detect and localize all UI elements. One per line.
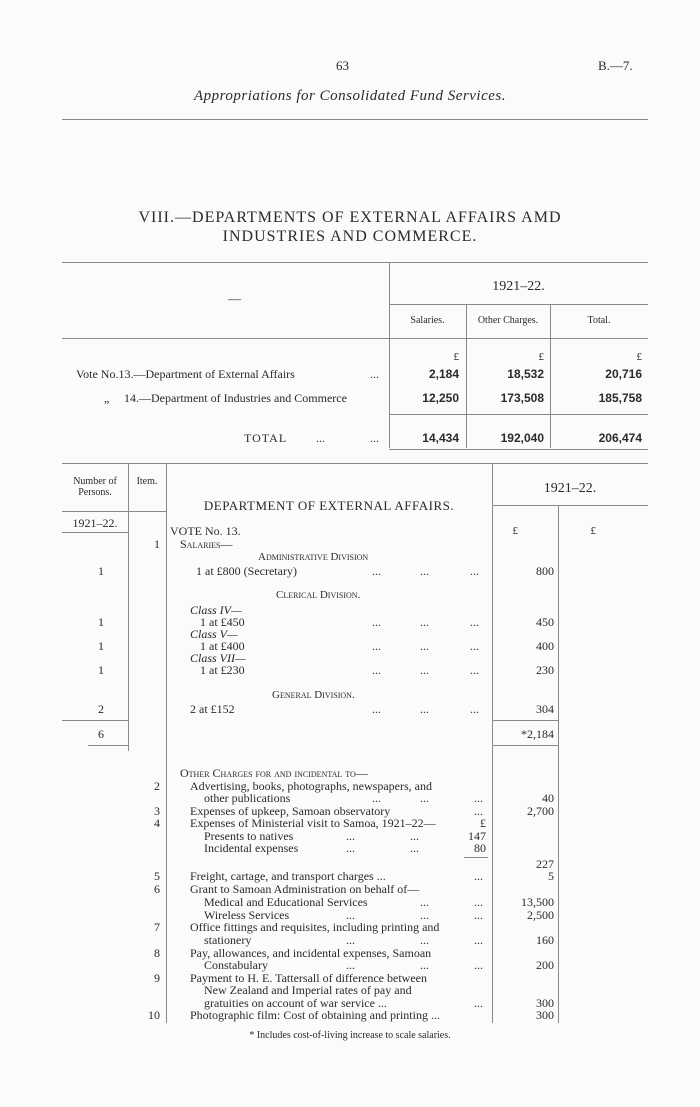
charge-subline: Incidental expenses xyxy=(204,841,299,855)
item-number: 5 xyxy=(154,869,160,883)
charge-line: New Zealand and Imperial rates of pay and xyxy=(204,983,412,997)
other-charges-heading: Other Charges for and incidental to— xyxy=(180,766,368,780)
persons-year: 1921–22. xyxy=(72,516,118,530)
summary-row-salaries: 12,250 xyxy=(422,391,459,405)
total-pound: £ xyxy=(636,351,642,363)
leader-dots: ... xyxy=(346,841,355,855)
leader-dots: ... xyxy=(470,564,479,578)
charge-line: Grant to Samoan Administration on behalf of— xyxy=(190,882,420,896)
charge-subline: Medical and Educational Services xyxy=(204,895,368,909)
pound-col2: £ xyxy=(590,525,596,537)
salary-line: 1 at £230 xyxy=(200,663,245,677)
salary-amount: 304 xyxy=(536,702,554,716)
class-heading: Class V— xyxy=(190,627,238,641)
leader-dots: ... xyxy=(346,908,355,922)
leader-dots: ... xyxy=(420,933,429,947)
salaries-heading: Salaries— xyxy=(180,537,233,551)
total-persons: 6 xyxy=(98,727,104,741)
charge-line: Advertising, books, photographs, newspapers, and xyxy=(190,779,432,793)
leader-dots: ... xyxy=(420,663,429,677)
leader-dots: ... xyxy=(474,804,483,818)
persons-count: 1 xyxy=(98,663,104,677)
charge-amount: 200 xyxy=(536,958,554,972)
sub-pound: £ xyxy=(480,816,486,830)
leader-dots: ... xyxy=(470,639,479,653)
item-number: 9 xyxy=(154,971,160,985)
item-number: 1 xyxy=(154,537,160,551)
charge-amount: 300 xyxy=(536,996,554,1010)
leader-dots: ... xyxy=(420,702,429,716)
charge-amount: 227 xyxy=(536,857,554,871)
leader-dots: ... xyxy=(474,908,483,922)
section-title-line-2: INDUSTRIES AND COMMERCE. xyxy=(222,228,478,245)
col-persons-header: Number of Persons. xyxy=(73,476,117,498)
salary-amount: 800 xyxy=(536,564,554,578)
stub-dash: — xyxy=(228,291,241,306)
sub-amount: 80 xyxy=(474,841,486,855)
salaries-pound: £ xyxy=(453,351,459,363)
charge-line: stationery xyxy=(204,933,252,947)
vote-heading: VOTE No. 13. xyxy=(170,524,241,538)
charge-line: Expenses of Ministerial visit to Samoa, 1921–22— xyxy=(190,816,436,830)
charge-line: Office fittings and requisites, including printing and xyxy=(190,920,440,934)
leader-dots: ... xyxy=(474,791,483,805)
leader-dots: ... xyxy=(372,564,381,578)
persons-count: 1 xyxy=(98,564,104,578)
persons-count: 2 xyxy=(98,702,104,716)
division-heading: Administrative Division xyxy=(258,551,369,563)
salary-line: 1 at £800 (Secretary) xyxy=(196,564,297,578)
leader-dots: ... xyxy=(470,663,479,677)
charge-line: Constabulary xyxy=(204,958,268,972)
leader-dots: ... xyxy=(420,958,429,972)
leader-dots: ... xyxy=(370,431,379,445)
pound-col1: £ xyxy=(512,525,518,537)
leader-dots: ... xyxy=(346,829,355,843)
division-heading: General Division. xyxy=(272,689,355,701)
salary-line: 1 at £400 xyxy=(200,639,245,653)
summary-total-salaries: 14,434 xyxy=(422,431,459,445)
salary-amount: 400 xyxy=(536,639,554,653)
summary-row-other: 173,508 xyxy=(500,391,544,405)
summary-total-total: 206,474 xyxy=(598,431,642,445)
charge-line: Pay, allowances, and incidental expenses, Samoan xyxy=(190,946,432,960)
other-pound: £ xyxy=(538,351,544,363)
charge-line: gratuities on account of war service ... xyxy=(204,996,387,1010)
item-number: 7 xyxy=(154,920,160,934)
summary-total-other: 192,040 xyxy=(500,431,544,445)
division-heading: Clerical Division. xyxy=(276,589,361,601)
charge-amount: 2,500 xyxy=(527,908,554,922)
charge-line: Expenses of upkeep, Samoan observatory xyxy=(190,804,391,818)
leader-dots: ... xyxy=(474,958,483,972)
class-heading: Class IV— xyxy=(190,603,242,617)
leader-dots: ... xyxy=(420,791,429,805)
charge-subline: Wireless Services xyxy=(204,908,290,922)
item-number: 2 xyxy=(154,779,160,793)
summary-year: 1921–22. xyxy=(492,279,545,294)
summary-row-label: 14.—Department of Industries and Commerce xyxy=(124,391,347,405)
charge-line: Freight, cartage, and transport charges ... xyxy=(190,869,386,883)
persons-count: 1 xyxy=(98,639,104,653)
charge-amount: 300 xyxy=(536,1008,554,1022)
summary-row-other: 18,532 xyxy=(507,367,544,381)
charge-line: Payment to H. E. Tattersall of difference between xyxy=(190,971,427,985)
charge-amount: 160 xyxy=(536,933,554,947)
charge-amount: 13,500 xyxy=(521,895,554,909)
item-number: 3 xyxy=(154,804,160,818)
leader-dots: ... xyxy=(372,791,381,805)
summary-row-label: Vote No.13.—Department of External Affairs xyxy=(76,367,295,381)
col-other-charges-header: Other Charges. xyxy=(477,315,539,326)
leader-dots: ... xyxy=(372,702,381,716)
running-title: Appropriations for Consolidated Fund Services. xyxy=(193,88,506,104)
leader-dots: ... xyxy=(420,639,429,653)
col-salaries-header: Salaries. xyxy=(410,315,445,326)
item-number: 10 xyxy=(148,1008,160,1022)
leader-dots: ... xyxy=(370,367,379,381)
salary-amount: 230 xyxy=(536,663,554,677)
ditto-mark: „ xyxy=(104,391,110,405)
persons-count: 1 xyxy=(98,615,104,629)
footnote: * Includes cost-of-living increase to scale salaries. xyxy=(249,1030,451,1041)
salaries-subtotal: *2,184 xyxy=(521,727,554,741)
page-number: 63 xyxy=(336,58,349,73)
charge-amount: 40 xyxy=(542,791,554,805)
leader-dots: ... xyxy=(372,639,381,653)
item-number: 4 xyxy=(154,816,160,830)
summary-row-total: 20,716 xyxy=(605,367,642,381)
leader-dots: ... xyxy=(410,841,419,855)
summary-total-label: TOTAL xyxy=(244,431,288,445)
leader-dots: ... xyxy=(372,615,381,629)
leader-dots: ... xyxy=(470,615,479,629)
charge-subline: Presents to natives xyxy=(204,829,294,843)
leader-dots: ... xyxy=(420,564,429,578)
leader-dots: ... xyxy=(420,615,429,629)
leader-dots: ... xyxy=(474,895,483,909)
detail-year: 1921–22. xyxy=(543,481,597,496)
salary-line: 2 at £152 xyxy=(190,702,235,716)
charge-line: other publications xyxy=(204,791,291,805)
summary-row-salaries: 2,184 xyxy=(428,367,459,381)
leader-dots: ... xyxy=(470,702,479,716)
charge-line: Photographic film: Cost of obtaining and printing ... xyxy=(190,1008,440,1022)
col-item-header: Item. xyxy=(136,476,158,487)
summary-row-total: 185,758 xyxy=(598,391,642,405)
leader-dots: ... xyxy=(346,933,355,947)
document-reference: B.—7. xyxy=(598,58,633,73)
col-total-header: Total. xyxy=(587,315,611,326)
leader-dots: ... xyxy=(474,996,483,1010)
class-heading: Class VII— xyxy=(190,651,246,665)
sub-amount: 147 xyxy=(468,829,486,843)
leader-dots: ... xyxy=(474,869,483,883)
leader-dots: ... xyxy=(316,431,325,445)
leader-dots: ... xyxy=(474,933,483,947)
item-number: 8 xyxy=(154,946,160,960)
item-number: 6 xyxy=(154,882,160,896)
leader-dots: ... xyxy=(420,908,429,922)
section-title-line-1: VIII.—DEPARTMENTS OF EXTERNAL AFFAIRS AMD xyxy=(138,209,562,226)
salary-line: 1 at £450 xyxy=(200,615,245,629)
leader-dots: ... xyxy=(372,663,381,677)
charge-amount: 5 xyxy=(548,869,554,883)
leader-dots: ... xyxy=(346,958,355,972)
salary-amount: 450 xyxy=(536,615,554,629)
leader-dots: ... xyxy=(420,895,429,909)
charge-amount: 2,700 xyxy=(527,804,554,818)
header-rule xyxy=(62,119,648,120)
leader-dots: ... xyxy=(410,829,419,843)
department-title: DEPARTMENT OF EXTERNAL AFFAIRS. xyxy=(203,498,455,513)
